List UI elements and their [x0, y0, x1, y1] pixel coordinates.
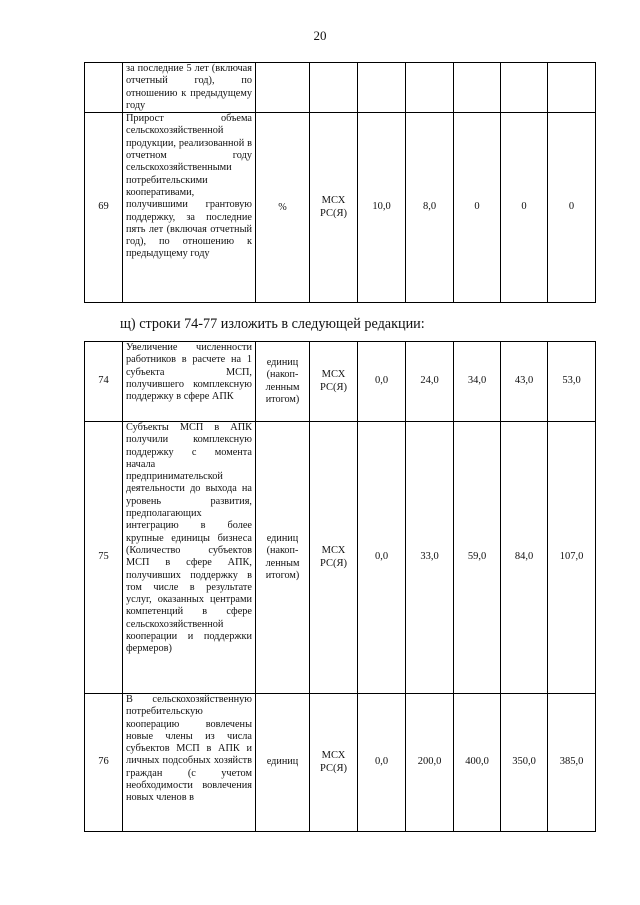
value-cell: 107,0 [548, 422, 596, 694]
value-cell: 0 [501, 113, 548, 303]
indicator-description: В сельскохозяйственную потребительскую кооперацию вовлечены новые члены из числа субъектов МСП в АПК и личных подсобных хозяйств граждан (с учетом необходимости вовлечения новых членов в [123, 694, 256, 832]
responsible-body: МСХ РС(Я) [310, 113, 358, 303]
unit-of-measure [256, 63, 310, 113]
value-cell [501, 63, 548, 113]
value-cell: 200,0 [406, 694, 454, 832]
value-cell [406, 63, 454, 113]
value-cell: 0,0 [358, 342, 406, 422]
value-cell: 0,0 [358, 422, 406, 694]
row-number: 74 [85, 342, 123, 422]
indicator-description: Увеличение численности работников в расчете на 1 субъекта МСП, получившего комплексную поддержку в сфере АПК [123, 342, 256, 422]
value-cell: 24,0 [406, 342, 454, 422]
responsible-body [310, 63, 358, 113]
value-cell: 385,0 [548, 694, 596, 832]
indicator-description: Субъекты МСП в АПК получили комплексную поддержку с момента начала предпринимательской деятельности до выхода на уровень развития, предполагающих интеграцию в более крупные единицы бизнеса (Количество субъектов МСП в сфере АПК, получивших поддержку в том числе в результате услуг, оказанных центрами компетенций в сфере сельскохозяйственной кооперации и поддержки фермеров) [123, 422, 256, 694]
value-cell: 350,0 [501, 694, 548, 832]
amendment-heading: щ) строки 74-77 изложить в следующей редакции: [120, 316, 425, 332]
table-row [85, 113, 596, 303]
row-number: 76 [85, 694, 123, 832]
page-number: 20 [313, 28, 327, 43]
row-number: 69 [85, 113, 123, 303]
table-row [85, 63, 596, 113]
value-cell: 0 [454, 113, 501, 303]
value-cell: 33,0 [406, 422, 454, 694]
responsible-body: МСХ РС(Я) [310, 694, 358, 832]
unit-of-measure: единиц [256, 694, 310, 832]
table-row [85, 342, 596, 422]
responsible-body: МСХ РС(Я) [310, 342, 358, 422]
indicator-description: Прирост объема сельскохозяйственной продукции, реализованной в отчетном году сельскохозяйственными потребительскими кооперативами, получившими грантовую поддержку, за последние пять лет (включая отчетный год), по отношению к предыдущему году [123, 113, 256, 303]
indicators-table-continued [84, 62, 596, 303]
row-number [85, 63, 123, 113]
value-cell: 8,0 [406, 113, 454, 303]
table-row [85, 694, 596, 832]
value-cell: 400,0 [454, 694, 501, 832]
value-cell: 0,0 [358, 694, 406, 832]
value-cell: 43,0 [501, 342, 548, 422]
table-row [85, 422, 596, 694]
value-cell [548, 63, 596, 113]
row-number: 75 [85, 422, 123, 694]
value-cell: 10,0 [358, 113, 406, 303]
unit-of-measure: единиц (накоп-ленным итогом) [256, 342, 310, 422]
value-cell: 53,0 [548, 342, 596, 422]
value-cell [454, 63, 501, 113]
value-cell: 84,0 [501, 422, 548, 694]
indicator-description: за последние 5 лет (включая отчетный год), по отношению к предыдущему году [123, 63, 256, 113]
indicators-table-amended [84, 341, 596, 832]
value-cell: 0 [548, 113, 596, 303]
responsible-body: МСХ РС(Я) [310, 422, 358, 694]
value-cell: 59,0 [454, 422, 501, 694]
value-cell [358, 63, 406, 113]
value-cell: 34,0 [454, 342, 501, 422]
unit-of-measure: % [256, 113, 310, 303]
unit-of-measure: единиц (накоп-ленным итогом) [256, 422, 310, 694]
